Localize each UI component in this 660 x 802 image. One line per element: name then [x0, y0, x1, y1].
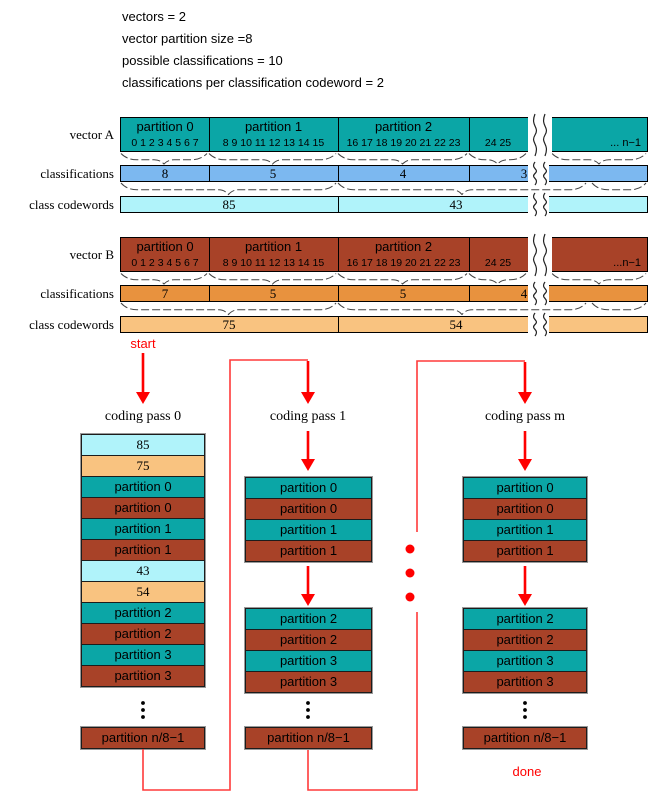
classification-value: 5: [399, 286, 407, 301]
brace: [121, 154, 207, 165]
brace: [592, 183, 646, 190]
vector-b-partition1-label: partition 1: [244, 239, 303, 254]
codeword-value: 54: [449, 317, 463, 332]
pass0-tail: [81, 727, 205, 749]
divider: [209, 238, 210, 271]
pass-box: partition 1: [245, 540, 372, 562]
classification-value: 5: [269, 166, 277, 181]
vector-b-partition2-label: partition 2: [374, 239, 433, 254]
pass1-tail: [245, 727, 372, 749]
vector-a-partition1-label: partition 1: [244, 119, 303, 134]
pass-box: partition 3: [245, 671, 372, 693]
pass1-group2: [245, 608, 372, 693]
coding-pass-m-label: coding pass m: [484, 409, 566, 424]
class-codewords-b-bar: [120, 316, 648, 333]
brace: [469, 274, 526, 285]
pass-box: partition 2: [81, 623, 205, 645]
divider: [338, 238, 339, 271]
start-label: start: [130, 336, 156, 351]
pass-box: partition 0: [463, 498, 587, 520]
pass-box: partition 0: [81, 476, 205, 498]
flow-arrow-head: [518, 459, 532, 471]
divider: [469, 238, 470, 271]
classification-value: 8: [161, 166, 169, 181]
classification-value: 3: [520, 166, 528, 181]
brace: [338, 183, 586, 195]
column-ellipsis-dot: [141, 701, 145, 705]
vector-a-indices0: 0 1 2 3 4 5 6 7: [131, 137, 199, 149]
config-line-vectors: vectors = 2: [122, 9, 186, 24]
column-ellipsis-dot: [523, 701, 527, 705]
brace: [121, 303, 336, 315]
column-ellipsis-dot: [306, 708, 310, 712]
brace: [121, 183, 336, 195]
divider: [338, 286, 339, 301]
flow-arrow-head: [518, 594, 532, 606]
coding-pass-1-label: coding pass 1: [269, 409, 347, 424]
column-ellipsis-dot: [523, 708, 527, 712]
brace: [338, 154, 467, 165]
passm-group2: [463, 608, 587, 693]
class-codewords-a-label: class codewords: [29, 197, 114, 212]
classification-value: 4: [520, 286, 528, 301]
config-line-codeword: classifications per classification codeword = 2: [122, 75, 384, 90]
pass-box: 43: [81, 560, 205, 582]
divider: [338, 118, 339, 151]
coding-pass-0-label: coding pass 0: [104, 409, 182, 424]
column-ellipsis-dot: [306, 715, 310, 719]
red-ellipsis-dot: [406, 569, 415, 578]
pass-box: partition 1: [463, 519, 587, 541]
vector-b-bar: [120, 237, 648, 272]
config-line-classifications: possible classifications = 10: [122, 53, 283, 68]
class-codewords-a-bar: [120, 196, 648, 213]
classification-value: 7: [161, 286, 169, 301]
pass-box: partition 2: [81, 602, 205, 624]
column-ellipsis-dot: [306, 701, 310, 705]
brace: [552, 154, 646, 165]
divider: [209, 286, 210, 301]
red-ellipsis-dot: [406, 545, 415, 554]
classifications-a-bar: [120, 165, 648, 182]
red-ellipsis-dot: [406, 593, 415, 602]
codeword-value: 75: [222, 317, 236, 332]
brace: [338, 303, 586, 315]
codeword-value: 85: [222, 197, 236, 212]
brace: [338, 274, 467, 285]
vector-b-indices0: 0 1 2 3 4 5 6 7: [131, 257, 199, 269]
config-text: [122, 6, 384, 94]
pass-box: partition 1: [81, 518, 205, 540]
brace: [121, 274, 207, 285]
pass-box: partition 3: [81, 665, 205, 687]
pass-box: partition 2: [463, 608, 587, 630]
pass-box: partition 0: [245, 477, 372, 499]
flow-arrow-head: [301, 459, 315, 471]
vector-b-partition0-label: partition 0: [136, 239, 194, 254]
brace: [552, 274, 646, 285]
vector-a-label: vector A: [69, 127, 114, 142]
pass-box: partition 3: [245, 650, 372, 672]
passm-tail: [463, 727, 587, 749]
pass-box: partition 0: [463, 477, 587, 499]
pass-box: partition 2: [245, 629, 372, 651]
column-ellipsis-dot: [141, 708, 145, 712]
pass-box: partition 2: [463, 629, 587, 651]
divider: [209, 166, 210, 181]
codeword-value: 43: [449, 197, 463, 212]
pass-box: 54: [81, 581, 205, 603]
pass-box: partition 3: [463, 650, 587, 672]
pass-box: partition 3: [463, 671, 587, 693]
pass-box: partition 2: [245, 608, 372, 630]
divider: [338, 317, 339, 332]
vector-a-bar: [120, 117, 648, 152]
pass0-stack: [81, 434, 205, 687]
flow-arrow-head: [518, 392, 532, 404]
brace: [592, 303, 646, 310]
brace: [209, 154, 336, 165]
vector-b-indices1: 8 9 10 11 12 13 14 15: [222, 257, 325, 269]
pass-box: partition 0: [81, 497, 205, 519]
config-line-partition-size: vector partition size =8: [122, 31, 253, 46]
divider: [469, 286, 470, 301]
vector-a-tail: ... n−1: [610, 137, 641, 149]
pass-box: partition 1: [245, 519, 372, 541]
flow-arrow-head: [301, 392, 315, 404]
passm-group1: [463, 477, 587, 562]
vector-a-indices3: 24 25: [484, 137, 512, 149]
vector-a-partition0-label: partition 0: [136, 119, 194, 134]
pass-box: partition n/8−1: [463, 727, 587, 749]
column-ellipsis-dot: [141, 715, 145, 719]
pass-box: partition 3: [81, 644, 205, 666]
divider: [338, 197, 339, 212]
vector-b-tail: ...n−1: [613, 257, 641, 269]
vector-a-indices2: 16 17 18 19 20 21 22 23: [346, 137, 461, 149]
done-label: done: [512, 764, 542, 779]
flow-arrow-head: [301, 594, 315, 606]
pass-box: partition n/8−1: [81, 727, 205, 749]
pass1-group1: [245, 477, 372, 562]
brace: [209, 274, 336, 285]
classifications-b-bar: [120, 285, 648, 302]
class-codewords-b-label: class codewords: [29, 317, 114, 332]
pass-box: partition n/8−1: [245, 727, 372, 749]
flow-arrow-head: [136, 392, 150, 404]
pass-box: partition 1: [463, 540, 587, 562]
divider: [338, 166, 339, 181]
pass-box: 75: [81, 455, 205, 477]
divider: [469, 166, 470, 181]
classification-value: 4: [399, 166, 407, 181]
pass-box: partition 1: [81, 539, 205, 561]
pass-box: 85: [81, 434, 205, 456]
brace: [469, 154, 526, 165]
vector-b-label: vector B: [69, 247, 114, 262]
column-ellipsis-dot: [523, 715, 527, 719]
vector-b-indices2: 16 17 18 19 20 21 22 23: [346, 257, 461, 269]
vector-a-partition2-label: partition 2: [374, 119, 433, 134]
divider: [469, 118, 470, 151]
classification-value: 5: [269, 286, 277, 301]
vector-b-indices3: 24 25: [484, 257, 512, 269]
classifications-a-label: classifications: [40, 166, 114, 181]
divider: [209, 118, 210, 151]
classifications-b-label: classifications: [40, 286, 114, 301]
pass-box: partition 0: [245, 498, 372, 520]
vector-a-indices1: 8 9 10 11 12 13 14 15: [222, 137, 325, 149]
